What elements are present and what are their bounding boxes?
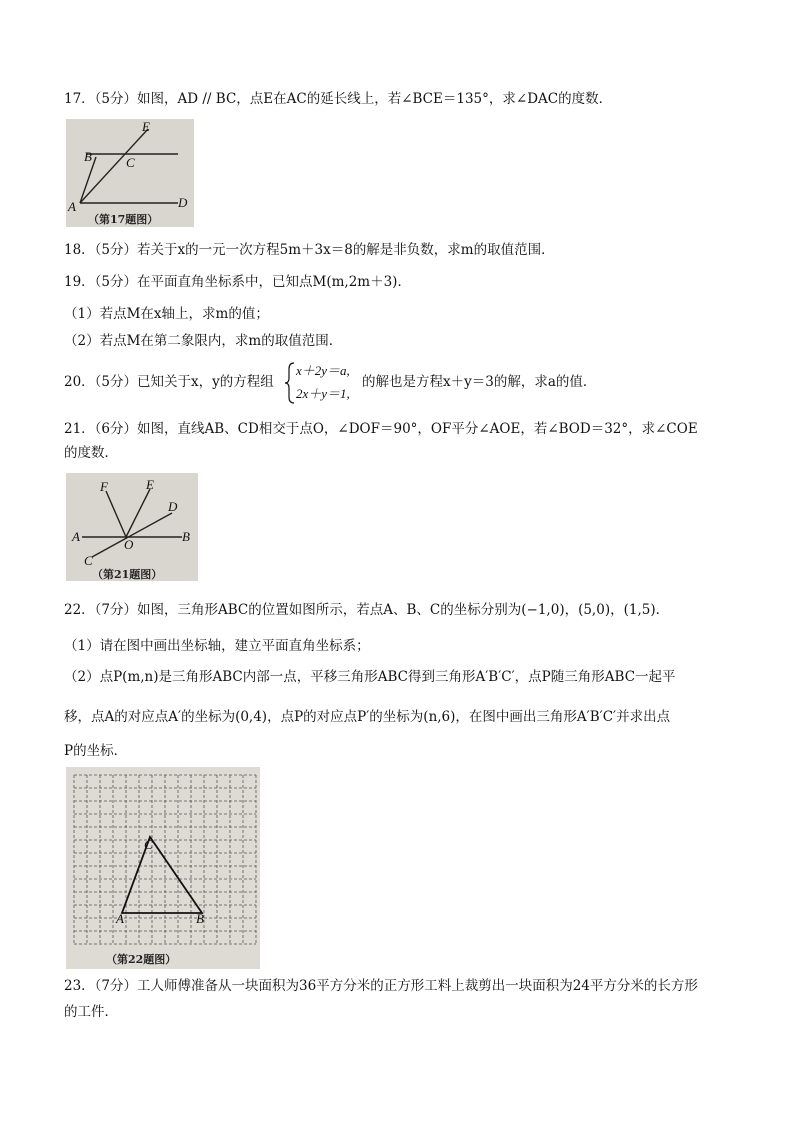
label-c: C [144, 837, 153, 852]
label-c: C [126, 155, 135, 170]
system-eq2: 2x＋y＝1, [296, 386, 350, 401]
q18-text: 18．（5分）若关于x的一元一次方程5m＋3x＝8的解是非负数，求m的取值范围． [64, 242, 555, 258]
label-d: D [168, 499, 178, 514]
label-b: B [84, 149, 92, 164]
label-a: A [68, 199, 76, 214]
figure-21 [66, 473, 198, 581]
q22-sub2a: （2）点P(m,n)是三角形ABC内部一点，平移三角形ABC得到三角形A′B′C′，点P随三角形ABC一起平 [64, 669, 676, 685]
q21-text-2: 的度数． [64, 445, 118, 461]
label-b: B [196, 911, 204, 926]
label-f: F [100, 479, 108, 494]
q19-sub2: （2）若点M在第二象限内，求m的取值范围． [64, 333, 343, 349]
q19-text: 19．（5分）在平面直角坐标系中，已知点M(m,2m＋3)． [64, 274, 411, 290]
q20-suffix: 的解也是方程x＋y＝3的解，求a的值． [362, 374, 597, 390]
label-d: D [178, 195, 188, 210]
label-a: A [72, 529, 80, 544]
figure-21-diagram [66, 473, 198, 581]
q22-sub2c: P的坐标． [64, 743, 128, 759]
label-c: C [84, 553, 93, 568]
label-o: O [124, 537, 134, 552]
q23-text-1: 23．（7分）工人师傅准备从一块面积为36平方分米的正方形工料上裁剪出一块面积为24平方分米的长方形 [64, 978, 698, 994]
q22-sub2b: 移，点A的对应点A′的坐标为(0,4)，点P的对应点P′的坐标为(n,6)，在图中画出三角形A′B′C′并求出点 [64, 709, 671, 725]
q22-text: 22．（7分）如图，三角形ABC的位置如图所示，若点A、B、C的坐标分别为(−1,0)，(5,0)，(1,5)． [64, 602, 670, 618]
q20-prefix: 20．（5分）已知关于x，y的方程组 [64, 374, 274, 390]
label-a: A [116, 911, 124, 926]
figure-17 [66, 119, 194, 227]
triangle-abc [122, 837, 202, 913]
figure-22 [66, 767, 260, 969]
label-b: B [182, 529, 190, 544]
label-e: E [146, 477, 154, 492]
label-e: E [142, 119, 150, 134]
system-brace [284, 362, 296, 404]
q21-text-1: 21．（6分）如图，直线AB、CD相交于点O，∠DOF＝90°，OF平分∠AOE，若∠BOD＝32°，求∠COE [64, 421, 698, 437]
q22-sub1: （1）请在图中画出坐标轴，建立平面直角坐标系； [64, 638, 370, 654]
figure-17-caption: （第17题图） [88, 213, 159, 226]
grid-diagram [66, 767, 260, 969]
q19-sub1: （1）若点M在x轴上，求m的值； [64, 306, 269, 322]
figure-22-caption: （第22题图） [106, 953, 177, 966]
system-eq1: x＋2y＝a, [296, 363, 350, 378]
q23-text-2: 的工件． [64, 1004, 118, 1020]
q17-text: 17．（5分）如图，AD // BC，点E在AC的延长线上，若∠BCE＝135°，求∠DAC的度数． [64, 91, 613, 107]
figure-21-caption: （第21题图） [92, 568, 163, 581]
